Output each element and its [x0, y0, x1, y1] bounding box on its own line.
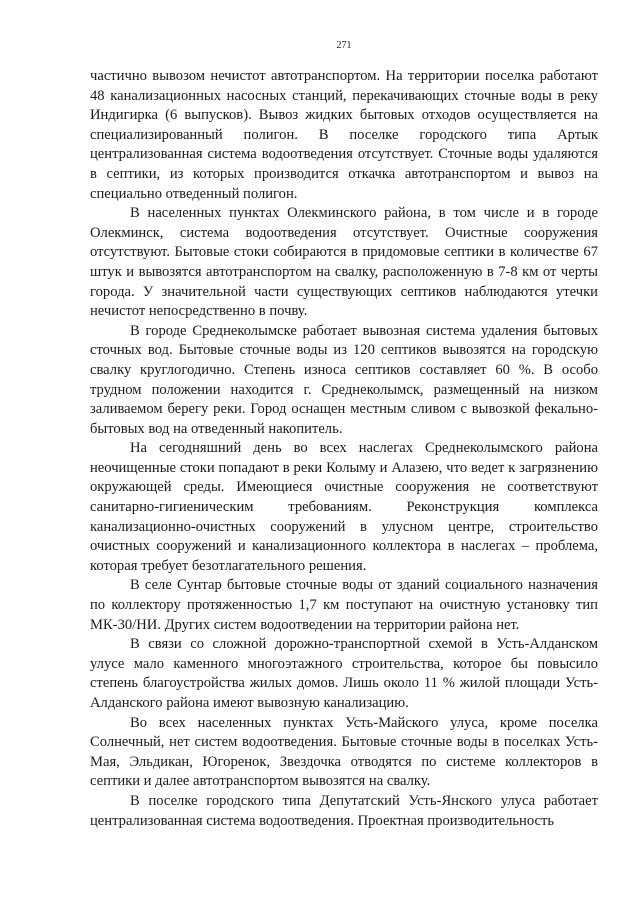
paragraph: частично вывозом нечистот автотранспортом. На территории поселка работают 48 канализационных насосных станций, перекачивающих сточные воды в реку Индигирка (6 выпусков). Вывоз жидких бытовых отходов осуществляется на специализированный полигон. В поселке городского типа Артык централизованная система водоотведения отсутствует. Сточные воды удаляются в септики, из которых производится откачка автотранспортом и вывоз на специально отведенный полигон.	[90, 68, 598, 202]
paragraph: Во всех населенных пунктах Усть-Майского улуса, кроме поселка Солнечный, нет систем водоотведения. Бытовые сточные воды в поселках Усть-Мая, Эльдикан, Югоренок, Звездочка отводятся по системе коллекторов в септики и далее автотранспортом вывозятся на свалку.	[90, 714, 598, 790]
paragraph: В поселке городского типа Депутатский Усть-Янского улуса работает централизованная система водоотведения. Проектная производительность	[90, 792, 598, 829]
paragraph: В населенных пунктах Олекминского района, в том числе и в городе Олекминск, система водоотведения отсутствует. Очистные сооружения отсутствуют. Бытовые стоки собираются в придомовые септики в количестве 67 штук и вывозятся автотранспортом на свалку, расположенную в 7-8 км от черты города. У значительной части существующих септиков наблюдаются утечки нечистот непосредственно в почву.	[90, 205, 598, 320]
page-number: 271	[336, 40, 352, 51]
paragraph: В связи со сложной дорожно-транспортной схемой в Усть-Алданском улусе мало каменного многоэтажного строительства, которое бы повысило степень благоустройства жилых домов. Лишь около 11 % жилой площади Усть-Алданского района имеют вывозную канализацию.	[90, 636, 598, 711]
paragraph: В городе Среднеколымске работает вывозная система удаления бытовых сточных вод. Бытовые сточные воды из 120 септиков вывозятся на городскую свалку круглогодично. Степень износа септиков составляет 60 %. В особо трудном положении находится г. Среднеколымск, размещенный на низком заливаемом берегу реки. Город оснащен местным сливом с вывозкой фекально-бытовых вод на отведенный накопитель.	[90, 322, 598, 437]
paragraph: На сегодняшний день во всех наслегах Среднеколымского района неочищенные стоки попадают в реки Колыму и Алазею, что ведет к загрязнению окружающей среды. Имеющиеся очистные сооружения не соответствуют санитарно-гигиеническим требованиям. Реконструкция комплекса канализационно-очистных сооружений в улусном центре, строительство очистных сооружений и канализационного коллектора в наслегах – проблема, которая требует безотлагательного решения.	[90, 440, 598, 574]
paragraph: В селе Сунтар бытовые сточные воды от зданий социального назначения по коллектору протяженностью 1,7 км поступают на очистную установку тип МК-30/НИ. Других систем водоотведении на территории района нет.	[90, 577, 598, 633]
body-text	[90, 67, 598, 831]
